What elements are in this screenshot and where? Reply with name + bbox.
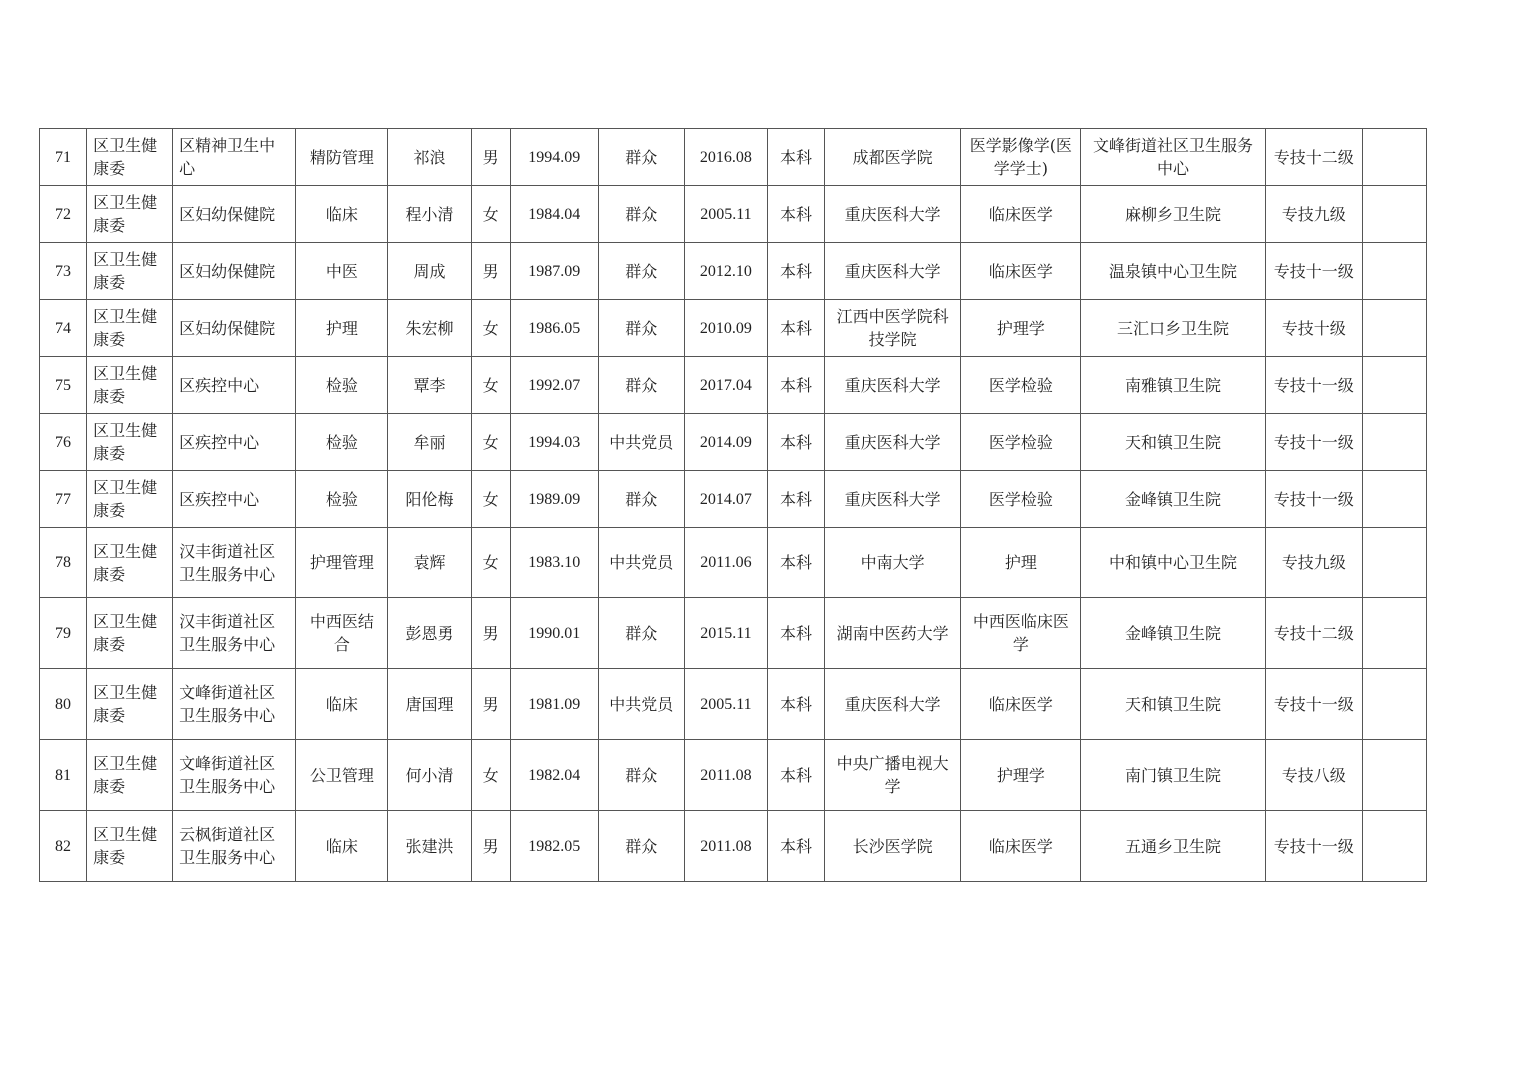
department-cell: 区卫生健康委 bbox=[87, 528, 173, 598]
row-number: 71 bbox=[40, 129, 87, 186]
remark-cell bbox=[1362, 414, 1426, 471]
school-cell: 成都医学院 bbox=[825, 129, 961, 186]
political-status-cell: 中共党员 bbox=[598, 414, 684, 471]
department-cell: 区卫生健康委 bbox=[87, 129, 173, 186]
remark-cell bbox=[1362, 598, 1426, 669]
target-unit-cell: 温泉镇中心卫生院 bbox=[1081, 243, 1265, 300]
post-cell: 护理管理 bbox=[296, 528, 388, 598]
major-cell: 临床医学 bbox=[961, 243, 1081, 300]
target-unit-cell: 中和镇中心卫生院 bbox=[1081, 528, 1265, 598]
birth-date-cell: 1981.09 bbox=[510, 669, 598, 740]
school-cell: 重庆医科大学 bbox=[825, 669, 961, 740]
birth-date-cell: 1982.05 bbox=[510, 811, 598, 882]
original-unit-cell: 云枫街道社区卫生服务中心 bbox=[173, 811, 296, 882]
department-cell: 区卫生健康委 bbox=[87, 186, 173, 243]
remark-cell bbox=[1362, 243, 1426, 300]
name-cell: 阳伦梅 bbox=[388, 471, 471, 528]
education-cell: 本科 bbox=[767, 300, 824, 357]
table-row bbox=[40, 811, 1427, 882]
education-cell: 本科 bbox=[767, 669, 824, 740]
political-status-cell: 群众 bbox=[598, 471, 684, 528]
row-number: 72 bbox=[40, 186, 87, 243]
post-cell: 临床 bbox=[296, 811, 388, 882]
title-level-cell: 专技九级 bbox=[1265, 186, 1362, 243]
table-row bbox=[40, 471, 1427, 528]
department-cell: 区卫生健康委 bbox=[87, 300, 173, 357]
work-start-cell: 2011.08 bbox=[684, 811, 767, 882]
department-cell: 区卫生健康委 bbox=[87, 740, 173, 811]
sex-cell: 男 bbox=[471, 669, 510, 740]
table-row bbox=[40, 414, 1427, 471]
work-start-cell: 2012.10 bbox=[684, 243, 767, 300]
sex-cell: 女 bbox=[471, 528, 510, 598]
remark-cell bbox=[1362, 129, 1426, 186]
personnel-table bbox=[39, 128, 1427, 882]
department-cell: 区卫生健康委 bbox=[87, 243, 173, 300]
department-cell: 区卫生健康委 bbox=[87, 598, 173, 669]
row-number: 81 bbox=[40, 740, 87, 811]
target-unit-cell: 麻柳乡卫生院 bbox=[1081, 186, 1265, 243]
table-row bbox=[40, 598, 1427, 669]
original-unit-cell: 区疾控中心 bbox=[173, 414, 296, 471]
title-level-cell: 专技十级 bbox=[1265, 300, 1362, 357]
sex-cell: 男 bbox=[471, 243, 510, 300]
row-number: 73 bbox=[40, 243, 87, 300]
education-cell: 本科 bbox=[767, 186, 824, 243]
department-cell: 区卫生健康委 bbox=[87, 811, 173, 882]
remark-cell bbox=[1362, 357, 1426, 414]
school-cell: 重庆医科大学 bbox=[825, 357, 961, 414]
sex-cell: 女 bbox=[471, 186, 510, 243]
name-cell: 祁浪 bbox=[388, 129, 471, 186]
school-cell: 中央广播电视大学 bbox=[825, 740, 961, 811]
birth-date-cell: 1982.04 bbox=[510, 740, 598, 811]
post-cell: 检验 bbox=[296, 471, 388, 528]
post-cell: 检验 bbox=[296, 357, 388, 414]
original-unit-cell: 区妇幼保健院 bbox=[173, 243, 296, 300]
major-cell: 医学影像学(医学学士) bbox=[961, 129, 1081, 186]
table-row bbox=[40, 740, 1427, 811]
major-cell: 中西医临床医学 bbox=[961, 598, 1081, 669]
political-status-cell: 群众 bbox=[598, 811, 684, 882]
post-cell: 精防管理 bbox=[296, 129, 388, 186]
sex-cell: 女 bbox=[471, 740, 510, 811]
name-cell: 张建洪 bbox=[388, 811, 471, 882]
political-status-cell: 群众 bbox=[598, 300, 684, 357]
school-cell: 长沙医学院 bbox=[825, 811, 961, 882]
name-cell: 程小清 bbox=[388, 186, 471, 243]
work-start-cell: 2017.04 bbox=[684, 357, 767, 414]
table-row bbox=[40, 357, 1427, 414]
major-cell: 医学检验 bbox=[961, 471, 1081, 528]
work-start-cell: 2005.11 bbox=[684, 669, 767, 740]
work-start-cell: 2015.11 bbox=[684, 598, 767, 669]
major-cell: 护理 bbox=[961, 528, 1081, 598]
name-cell: 彭恩勇 bbox=[388, 598, 471, 669]
table-row bbox=[40, 300, 1427, 357]
school-cell: 重庆医科大学 bbox=[825, 414, 961, 471]
table-row bbox=[40, 129, 1427, 186]
title-level-cell: 专技十二级 bbox=[1265, 129, 1362, 186]
political-status-cell: 中共党员 bbox=[598, 669, 684, 740]
school-cell: 重庆医科大学 bbox=[825, 186, 961, 243]
political-status-cell: 群众 bbox=[598, 598, 684, 669]
major-cell: 临床医学 bbox=[961, 669, 1081, 740]
birth-date-cell: 1989.09 bbox=[510, 471, 598, 528]
political-status-cell: 群众 bbox=[598, 357, 684, 414]
work-start-cell: 2010.09 bbox=[684, 300, 767, 357]
name-cell: 唐国理 bbox=[388, 669, 471, 740]
table-row bbox=[40, 528, 1427, 598]
department-cell: 区卫生健康委 bbox=[87, 669, 173, 740]
education-cell: 本科 bbox=[767, 357, 824, 414]
education-cell: 本科 bbox=[767, 414, 824, 471]
sex-cell: 男 bbox=[471, 811, 510, 882]
target-unit-cell: 文峰街道社区卫生服务中心 bbox=[1081, 129, 1265, 186]
education-cell: 本科 bbox=[767, 528, 824, 598]
post-cell: 临床 bbox=[296, 669, 388, 740]
original-unit-cell: 区妇幼保健院 bbox=[173, 186, 296, 243]
birth-date-cell: 1992.07 bbox=[510, 357, 598, 414]
major-cell: 临床医学 bbox=[961, 186, 1081, 243]
education-cell: 本科 bbox=[767, 811, 824, 882]
birth-date-cell: 1986.05 bbox=[510, 300, 598, 357]
target-unit-cell: 南门镇卫生院 bbox=[1081, 740, 1265, 811]
birth-date-cell: 1983.10 bbox=[510, 528, 598, 598]
remark-cell bbox=[1362, 300, 1426, 357]
education-cell: 本科 bbox=[767, 740, 824, 811]
row-number: 74 bbox=[40, 300, 87, 357]
major-cell: 医学检验 bbox=[961, 357, 1081, 414]
work-start-cell: 2005.11 bbox=[684, 186, 767, 243]
education-cell: 本科 bbox=[767, 598, 824, 669]
title-level-cell: 专技十一级 bbox=[1265, 471, 1362, 528]
sex-cell: 男 bbox=[471, 129, 510, 186]
original-unit-cell: 文峰街道社区卫生服务中心 bbox=[173, 669, 296, 740]
political-status-cell: 群众 bbox=[598, 129, 684, 186]
row-number: 79 bbox=[40, 598, 87, 669]
remark-cell bbox=[1362, 471, 1426, 528]
name-cell: 牟丽 bbox=[388, 414, 471, 471]
remark-cell bbox=[1362, 740, 1426, 811]
target-unit-cell: 天和镇卫生院 bbox=[1081, 669, 1265, 740]
political-status-cell: 中共党员 bbox=[598, 528, 684, 598]
remark-cell bbox=[1362, 186, 1426, 243]
education-cell: 本科 bbox=[767, 243, 824, 300]
post-cell: 公卫管理 bbox=[296, 740, 388, 811]
title-level-cell: 专技十一级 bbox=[1265, 414, 1362, 471]
department-cell: 区卫生健康委 bbox=[87, 414, 173, 471]
original-unit-cell: 区精神卫生中心 bbox=[173, 129, 296, 186]
work-start-cell: 2011.08 bbox=[684, 740, 767, 811]
work-start-cell: 2011.06 bbox=[684, 528, 767, 598]
target-unit-cell: 三汇口乡卫生院 bbox=[1081, 300, 1265, 357]
row-number: 82 bbox=[40, 811, 87, 882]
row-number: 76 bbox=[40, 414, 87, 471]
title-level-cell: 专技十一级 bbox=[1265, 357, 1362, 414]
education-cell: 本科 bbox=[767, 471, 824, 528]
name-cell: 朱宏柳 bbox=[388, 300, 471, 357]
original-unit-cell: 区疾控中心 bbox=[173, 357, 296, 414]
post-cell: 检验 bbox=[296, 414, 388, 471]
row-number: 78 bbox=[40, 528, 87, 598]
post-cell: 中医 bbox=[296, 243, 388, 300]
school-cell: 江西中医学院科技学院 bbox=[825, 300, 961, 357]
education-cell: 本科 bbox=[767, 129, 824, 186]
major-cell: 护理学 bbox=[961, 740, 1081, 811]
row-number: 77 bbox=[40, 471, 87, 528]
sex-cell: 女 bbox=[471, 471, 510, 528]
target-unit-cell: 金峰镇卫生院 bbox=[1081, 471, 1265, 528]
target-unit-cell: 南雅镇卫生院 bbox=[1081, 357, 1265, 414]
school-cell: 中南大学 bbox=[825, 528, 961, 598]
original-unit-cell: 汉丰街道社区卫生服务中心 bbox=[173, 598, 296, 669]
name-cell: 覃李 bbox=[388, 357, 471, 414]
post-cell: 中西医结合 bbox=[296, 598, 388, 669]
work-start-cell: 2014.09 bbox=[684, 414, 767, 471]
original-unit-cell: 文峰街道社区卫生服务中心 bbox=[173, 740, 296, 811]
birth-date-cell: 1984.04 bbox=[510, 186, 598, 243]
table-row bbox=[40, 186, 1427, 243]
school-cell: 重庆医科大学 bbox=[825, 471, 961, 528]
remark-cell bbox=[1362, 528, 1426, 598]
major-cell: 医学检验 bbox=[961, 414, 1081, 471]
target-unit-cell: 金峰镇卫生院 bbox=[1081, 598, 1265, 669]
major-cell: 护理学 bbox=[961, 300, 1081, 357]
remark-cell bbox=[1362, 811, 1426, 882]
school-cell: 重庆医科大学 bbox=[825, 243, 961, 300]
sex-cell: 女 bbox=[471, 357, 510, 414]
work-start-cell: 2014.07 bbox=[684, 471, 767, 528]
sex-cell: 女 bbox=[471, 414, 510, 471]
row-number: 80 bbox=[40, 669, 87, 740]
original-unit-cell: 区妇幼保健院 bbox=[173, 300, 296, 357]
department-cell: 区卫生健康委 bbox=[87, 471, 173, 528]
school-cell: 湖南中医药大学 bbox=[825, 598, 961, 669]
political-status-cell: 群众 bbox=[598, 740, 684, 811]
work-start-cell: 2016.08 bbox=[684, 129, 767, 186]
name-cell: 周成 bbox=[388, 243, 471, 300]
remark-cell bbox=[1362, 669, 1426, 740]
major-cell: 临床医学 bbox=[961, 811, 1081, 882]
title-level-cell: 专技九级 bbox=[1265, 528, 1362, 598]
original-unit-cell: 汉丰街道社区卫生服务中心 bbox=[173, 528, 296, 598]
sex-cell: 女 bbox=[471, 300, 510, 357]
title-level-cell: 专技十一级 bbox=[1265, 811, 1362, 882]
post-cell: 临床 bbox=[296, 186, 388, 243]
table-row bbox=[40, 669, 1427, 740]
original-unit-cell: 区疾控中心 bbox=[173, 471, 296, 528]
title-level-cell: 专技十二级 bbox=[1265, 598, 1362, 669]
post-cell: 护理 bbox=[296, 300, 388, 357]
row-number: 75 bbox=[40, 357, 87, 414]
department-cell: 区卫生健康委 bbox=[87, 357, 173, 414]
birth-date-cell: 1990.01 bbox=[510, 598, 598, 669]
target-unit-cell: 天和镇卫生院 bbox=[1081, 414, 1265, 471]
birth-date-cell: 1987.09 bbox=[510, 243, 598, 300]
title-level-cell: 专技十一级 bbox=[1265, 243, 1362, 300]
name-cell: 何小清 bbox=[388, 740, 471, 811]
title-level-cell: 专技八级 bbox=[1265, 740, 1362, 811]
sex-cell: 男 bbox=[471, 598, 510, 669]
political-status-cell: 群众 bbox=[598, 186, 684, 243]
title-level-cell: 专技十一级 bbox=[1265, 669, 1362, 740]
table-row bbox=[40, 243, 1427, 300]
birth-date-cell: 1994.09 bbox=[510, 129, 598, 186]
target-unit-cell: 五通乡卫生院 bbox=[1081, 811, 1265, 882]
name-cell: 袁辉 bbox=[388, 528, 471, 598]
political-status-cell: 群众 bbox=[598, 243, 684, 300]
birth-date-cell: 1994.03 bbox=[510, 414, 598, 471]
